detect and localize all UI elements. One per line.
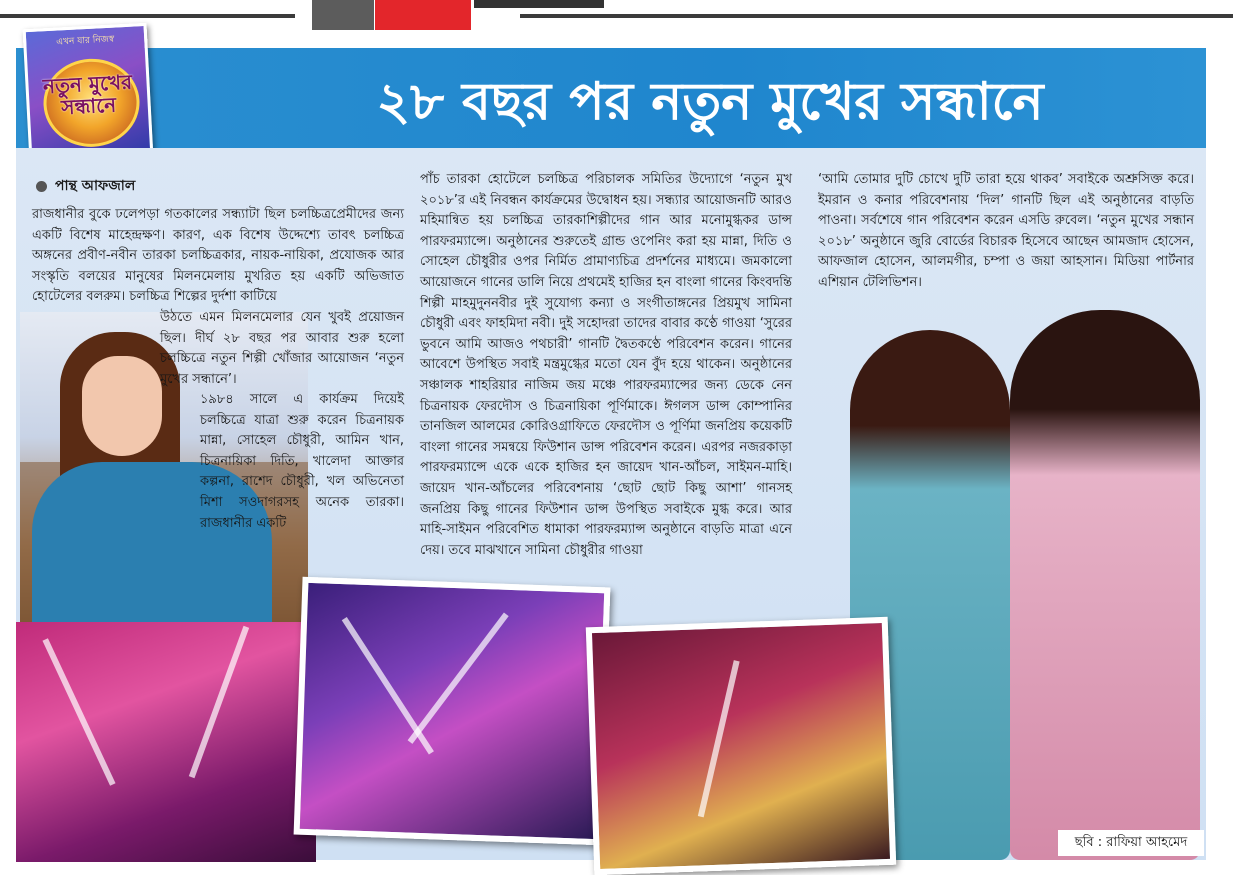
logo-name: নতুন মুখের সন্ধানে bbox=[42, 69, 133, 120]
column-2-text: পাঁচ তারকা হোটেলে চলচ্চিত্র পরিচালক সমিতির উদ্যোগে ‘নতুন মুখ ২০১৮’র এই নিবন্ধন কার্যক্রমের উদ্বোধন হয়। সন্ধ্যার আয়োজনটি আরও মহিমান্বিত হয় চলচ্চিত্র তারকাশিল্পীদের গান আর মনোমুগ্ধকর ডান্স পারফরম্যান্সে। অনুষ্ঠানের শুরুতেই গ্রান্ড ওপেনিং করা হয় মান্না, দিতি ও সোহেল চৌধুরীর ওপর নির্মিত প্রামাণ্যচিত্র প্রদর্শনের মাধ্যমে। জমকালো আয়োজনে গানের ডালি নিয়ে প্রথমেই হাজির হন বাংলা গানের কিংবদন্তি শিল্পী মাহমুদুননবীর দুই সুযোগ্য কন্যা ও সংগীতাঙ্গনের প্রিয়মুখ সামিনা চৌধুরী এবং ফাহমিদা নবী। দুই সহোদরা তাদের বাবার কণ্ঠে গাওয়া ‘সুরের ভুবনে আমি আজও পথচারী’ গানটি দ্বৈতকণ্ঠে পরিবেশন করেন। গানের আবেশে উপস্থিত সবাই মন্ত্রমুগ্ধের মতো যেন বুঁদ হয়ে থাকেন। অনুষ্ঠানের সঞ্চালক শাহরিয়ার নাজিম জয় মঞ্চে পারফরম্যান্সের জন্য ডেকে নেন চিত্রনায়ক ফেরদৌস ও চিত্রনায়িকা পূর্ণিমাকে। ঈগলস ডান্স কোম্পানির তানজিল আলমের কোরিওগ্রাফিতে ফেরদৌস ও পূর্ণিমা জনপ্রিয় কয়েকটি বাংলা গানের সমন্বয়ে ফিউশান ডান্স পরিবেশন করেন। এরপর নজরকাড়া পারফরম্যান্সে একে একে হাজির হন জায়েদ খান-আঁচল, সাইমন-মাহি। জায়েদ খান-আঁচলের পরিবেশনায় ‘ছোট ছোট কিছু আশা’ গানসহ জনপ্রিয় কিছু গানের ফিউশান ডান্স উপস্থিত সবাইকে মুগ্ধ করে। আর মাহি-সাইমন পরিবেশিত ধামাকা পারফরম্যান্স অনুষ্ঠানে বাড়তি মাত্রা এনে দেয়। তবে মাঝখানে সামিনা চৌধুরীর গাওয়া bbox=[420, 172, 792, 558]
spotlight-beam bbox=[189, 626, 249, 778]
dance-performance-photo bbox=[16, 622, 316, 862]
column-1-paragraph-b: উঠতে এমন মিলনমেলার যেন খুবই প্রয়োজন ছিল। দীর্ঘ ২৮ বছর পর আবার শুরু হলো চলচ্চিত্রে নতুন শিল্পী খোঁজার আয়োজন ‘নতুন মুখের সন্ধানে’। bbox=[160, 310, 404, 387]
column-3-text: ‘আমি তোমার দুটি চোখে দুটি তারা হয়ে থাকব’ সবাইকে অশ্রুসিক্ত করে। ইমরান ও কনার পরিবেশনায় ‘দিল’ গানটি ছিল এই অনুষ্ঠানের বাড়তি পাওনা। সর্বশেষে গান পরিবেশন করেন এসডি রুবেল। ‘নতুন মুখের সন্ধান ২০১৮’ অনুষ্ঠানে জুরি বোর্ডের বিচারক হিসেবে আছেন আমজাদ হোসেন, আফজাল হোসেন, আলমগীর, চম্পা ও জয়া আহসান। মিডিয়া পার্টনার এশিয়ান টেলিভিশন। bbox=[818, 172, 1194, 290]
face-shape bbox=[82, 356, 162, 456]
spotlight-beam bbox=[408, 612, 509, 743]
singer-right-shape bbox=[1010, 310, 1200, 860]
spotlight-beam bbox=[698, 660, 740, 817]
logo-top-text: এখন যার নিজস্ব bbox=[56, 34, 115, 48]
top-rule-left bbox=[0, 14, 295, 18]
column-1-paragraph-c: ১৯৮৪ সালে এ কার্যক্রম দিয়েই চলচ্চিত্রে যাত্রা শুরু করেন চিত্রনায়ক মান্না, সোহেল চৌধুরী, আমিন খান, চিত্রনায়িকা দিতি, খালেদা আক্তার কল্পনা, রাশেদ চৌধুরী, খল অভিনেতা মিশা সওদাগরসহ অনেক তারকা। রাজধানীর একটি bbox=[200, 392, 404, 531]
section-dark-block bbox=[474, 0, 604, 8]
section-red-block bbox=[375, 0, 471, 30]
group-dance-photo bbox=[586, 617, 896, 875]
show-logo bbox=[23, 23, 154, 163]
top-rule-right bbox=[520, 14, 1233, 18]
spotlight-beam bbox=[342, 617, 434, 754]
bullet-icon bbox=[36, 181, 47, 192]
page-top-bar bbox=[0, 0, 1233, 38]
photo-credit: ছবি : রাফিয়া আহমেদ bbox=[1058, 830, 1204, 856]
spotlight-beam bbox=[42, 638, 115, 786]
couple-performance-photo bbox=[294, 577, 611, 846]
section-grey-block bbox=[312, 0, 374, 30]
top-strip-text bbox=[20, 0, 290, 8]
article-headline: ২৮ বছর পর নতুন মুখের সন্ধানে bbox=[376, 71, 1044, 132]
byline-author: পান্থ আফজাল bbox=[55, 178, 136, 194]
column-1-paragraph-a: রাজধানীর বুকে ঢলেপড়া গতকালের সন্ধ্যাটা ছিল চলচ্চিত্রপ্রেমীদের জন্য একটি বিশেষ মাহেন্দ্রক্ষণ। কারণ, এক বিশেষ উদ্দেশ্যে তাবৎ চলচ্চিত্র অঙ্গনের প্রবীণ-নবীন তারকা চলচ্চিত্রকার, নায়ক-নায়িকা, প্রযোজক আর সংস্কৃতি বলয়ের মানুষের মিলনমেলায় মুখরিত হয় একটি অভিজাত হোটেলের বলরুম। চলচ্চিত্র শিল্পের দুর্দশা কাটিয়ে bbox=[32, 207, 404, 305]
byline bbox=[36, 174, 135, 198]
